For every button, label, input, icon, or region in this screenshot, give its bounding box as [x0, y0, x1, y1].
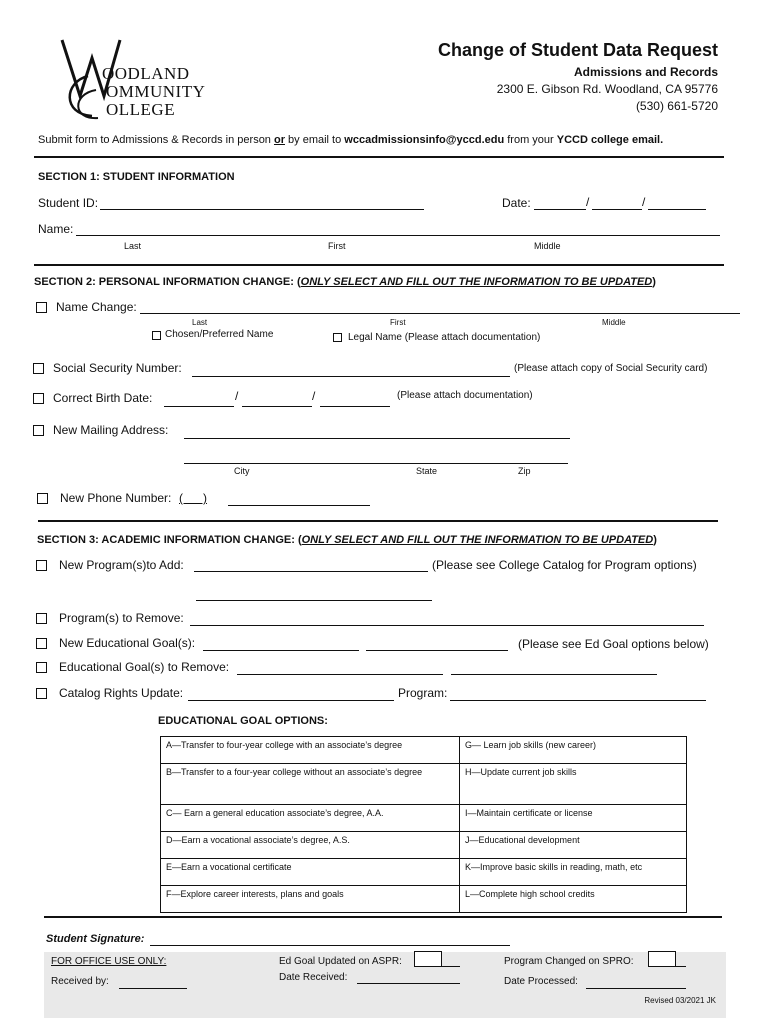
phone-area-code: ( )	[179, 491, 207, 505]
name-change-first-caption: First	[390, 318, 406, 327]
name-change-field[interactable]	[140, 313, 740, 314]
goal-option-right: H—Update current job skills	[460, 764, 687, 805]
date-processed-field[interactable]	[586, 988, 686, 989]
goal-option-left: C— Earn a general education associate’s degree, A.A.	[161, 805, 460, 832]
signature-label: Student Signature:	[46, 933, 145, 945]
submission-instructions: Submit form to Admissions & Records in person or by email to wccadmissionsinfo@yccd.edu from your YCCD college email.	[38, 134, 664, 146]
mailing-address-city-field[interactable]	[184, 463, 568, 464]
date-year-field[interactable]	[648, 209, 706, 210]
birth-day-field[interactable]	[242, 406, 312, 407]
table-row	[161, 737, 687, 764]
new-goal-checkbox[interactable]	[36, 638, 47, 649]
state-caption: State	[416, 466, 438, 476]
college-logo	[58, 36, 228, 120]
date-label: Date:	[502, 196, 531, 210]
ssn-label: Social Security Number:	[53, 361, 182, 375]
catalog-rights-checkbox[interactable]	[36, 688, 47, 699]
chosen-name-label: Chosen/Preferred Name	[165, 329, 274, 340]
name-change-label: Name Change:	[56, 300, 137, 314]
birth-date-checkbox[interactable]	[33, 393, 44, 404]
goal-option-left: F—Explore career interests, plans and goals	[161, 886, 460, 913]
received-by-label: Received by:	[51, 976, 109, 987]
divider	[38, 520, 718, 522]
birth-year-field[interactable]	[320, 406, 390, 407]
logo-line-1: OODLAND	[102, 64, 190, 83]
name-change-middle-caption: Middle	[602, 318, 626, 327]
new-goal-note: (Please see Ed Goal options below)	[518, 637, 709, 651]
date-received-label: Date Received:	[279, 972, 348, 983]
zip-caption: Zip	[518, 466, 531, 476]
goal-option-right: K—Improve basic skills in reading, math, etc	[460, 859, 687, 886]
name-change-last-caption: Last	[192, 318, 208, 327]
chosen-name-checkbox[interactable]	[152, 331, 161, 340]
name-middle-caption: Middle	[534, 241, 561, 251]
legal-name-label: Legal Name (Please attach documentation)	[348, 332, 541, 343]
admissions-email[interactable]: wccadmissionsinfo@yccd.edu	[344, 134, 505, 146]
table-row	[161, 859, 687, 886]
remove-goal-field-1[interactable]	[237, 674, 443, 675]
logo-line-3: OLLEGE	[106, 100, 176, 119]
goals-title: EDUCATIONAL GOAL OPTIONS:	[158, 715, 328, 727]
goal-option-left: A—Transfer to four-year college with an associate’s degree	[161, 737, 460, 764]
name-first-caption: First	[328, 241, 346, 251]
educational-goals-table	[160, 736, 687, 913]
table-row	[161, 832, 687, 859]
birth-date-note: (Please attach documentation)	[397, 390, 533, 401]
name-field[interactable]	[76, 235, 720, 236]
date-month-field[interactable]	[534, 209, 586, 210]
add-program-note: (Please see College Catalog for Program options)	[432, 558, 697, 572]
date-day-field[interactable]	[592, 209, 642, 210]
date-received-field[interactable]	[357, 983, 460, 984]
student-id-field[interactable]	[100, 209, 424, 210]
section-3-title: SECTION 3: ACADEMIC INFORMATION CHANGE: (ONLY SELECT AND FILL OUT THE INFORMATION TO BE UPDATED)	[37, 534, 657, 546]
goal-option-left: D—Earn a vocational associate’s degree, A.S.	[161, 832, 460, 859]
program-label: Program:	[398, 686, 448, 700]
name-change-checkbox[interactable]	[36, 302, 47, 313]
divider	[34, 264, 724, 266]
student-id-label: Student ID:	[38, 196, 99, 210]
ssn-checkbox[interactable]	[33, 363, 44, 374]
phone-checkbox[interactable]	[37, 493, 48, 504]
remove-program-label: Program(s) to Remove:	[59, 611, 184, 625]
add-program-checkbox[interactable]	[36, 560, 47, 571]
ssn-field[interactable]	[192, 376, 510, 377]
section-2-title: SECTION 2: PERSONAL INFORMATION CHANGE: (ONLY SELECT AND FILL OUT THE INFORMATION TO BE UPDATED)	[34, 276, 656, 288]
program-changed-spro-line	[676, 966, 686, 967]
divider	[44, 916, 722, 918]
add-program-field-2[interactable]	[196, 600, 432, 601]
new-goal-field-1[interactable]	[203, 650, 359, 651]
goal-option-right: J—Educational development	[460, 832, 687, 859]
mailing-address-street-field[interactable]	[184, 438, 570, 439]
new-goal-label: New Educational Goal(s):	[59, 636, 196, 650]
add-program-label: New Program(s)to Add:	[59, 558, 184, 572]
legal-name-checkbox[interactable]	[333, 333, 342, 342]
mailing-address-checkbox[interactable]	[33, 425, 44, 436]
catalog-rights-label: Catalog Rights Update:	[59, 686, 184, 700]
college-phone: (530) 661-5720	[635, 99, 718, 113]
catalog-rights-field[interactable]	[188, 700, 394, 701]
goal-option-left: B—Transfer to a four-year college without an associate’s degree	[161, 764, 460, 805]
ed-goal-aspr-line	[442, 966, 460, 967]
remove-goal-label: Educational Goal(s) to Remove:	[59, 660, 230, 674]
goal-option-right: I—Maintain certificate or license	[460, 805, 687, 832]
goal-option-right: G— Learn job skills (new career)	[460, 737, 687, 764]
mailing-address-label: New Mailing Address:	[53, 423, 169, 437]
new-goal-field-2[interactable]	[366, 650, 508, 651]
ed-goal-aspr-box[interactable]	[414, 951, 442, 967]
birth-month-field[interactable]	[164, 406, 234, 407]
city-caption: City	[234, 466, 250, 476]
program-field[interactable]	[450, 700, 706, 701]
name-last-caption: Last	[124, 241, 142, 251]
goal-option-left: E—Earn a vocational certificate	[161, 859, 460, 886]
name-label: Name:	[38, 222, 74, 236]
divider	[34, 156, 724, 158]
phone-number-field[interactable]	[228, 505, 370, 506]
goal-option-right: L—Complete high school credits	[460, 886, 687, 913]
signature-field[interactable]	[150, 945, 510, 946]
remove-goal-field-2[interactable]	[451, 674, 657, 675]
received-by-field[interactable]	[119, 988, 187, 989]
birth-date-label: Correct Birth Date:	[53, 391, 153, 405]
college-address: 2300 E. Gibson Rd. Woodland, CA 95776	[496, 82, 718, 96]
program-changed-spro-label: Program Changed on SPRO:	[504, 956, 634, 967]
department-name: Admissions and Records	[573, 65, 718, 79]
ssn-note: (Please attach copy of Social Security card)	[514, 363, 708, 374]
table-row	[161, 886, 687, 913]
page-title: Change of Student Data Request	[437, 40, 718, 60]
date-processed-label: Date Processed:	[504, 976, 578, 987]
ed-goal-aspr-label: Ed Goal Updated on ASPR:	[279, 956, 402, 967]
table-row	[161, 764, 687, 805]
remove-goal-checkbox[interactable]	[36, 662, 47, 673]
revision-note: Revised 03/2021 JK	[644, 996, 716, 1005]
logo-line-2: OMMUNITY	[106, 82, 206, 101]
section-1-title: SECTION 1: STUDENT INFORMATION	[38, 171, 235, 183]
remove-program-field[interactable]	[190, 625, 704, 626]
phone-label: New Phone Number:	[60, 491, 172, 505]
table-row	[161, 805, 687, 832]
add-program-field[interactable]	[194, 571, 428, 572]
remove-program-checkbox[interactable]	[36, 613, 47, 624]
program-changed-spro-box[interactable]	[648, 951, 676, 967]
office-use-title: FOR OFFICE USE ONLY:	[51, 956, 167, 967]
